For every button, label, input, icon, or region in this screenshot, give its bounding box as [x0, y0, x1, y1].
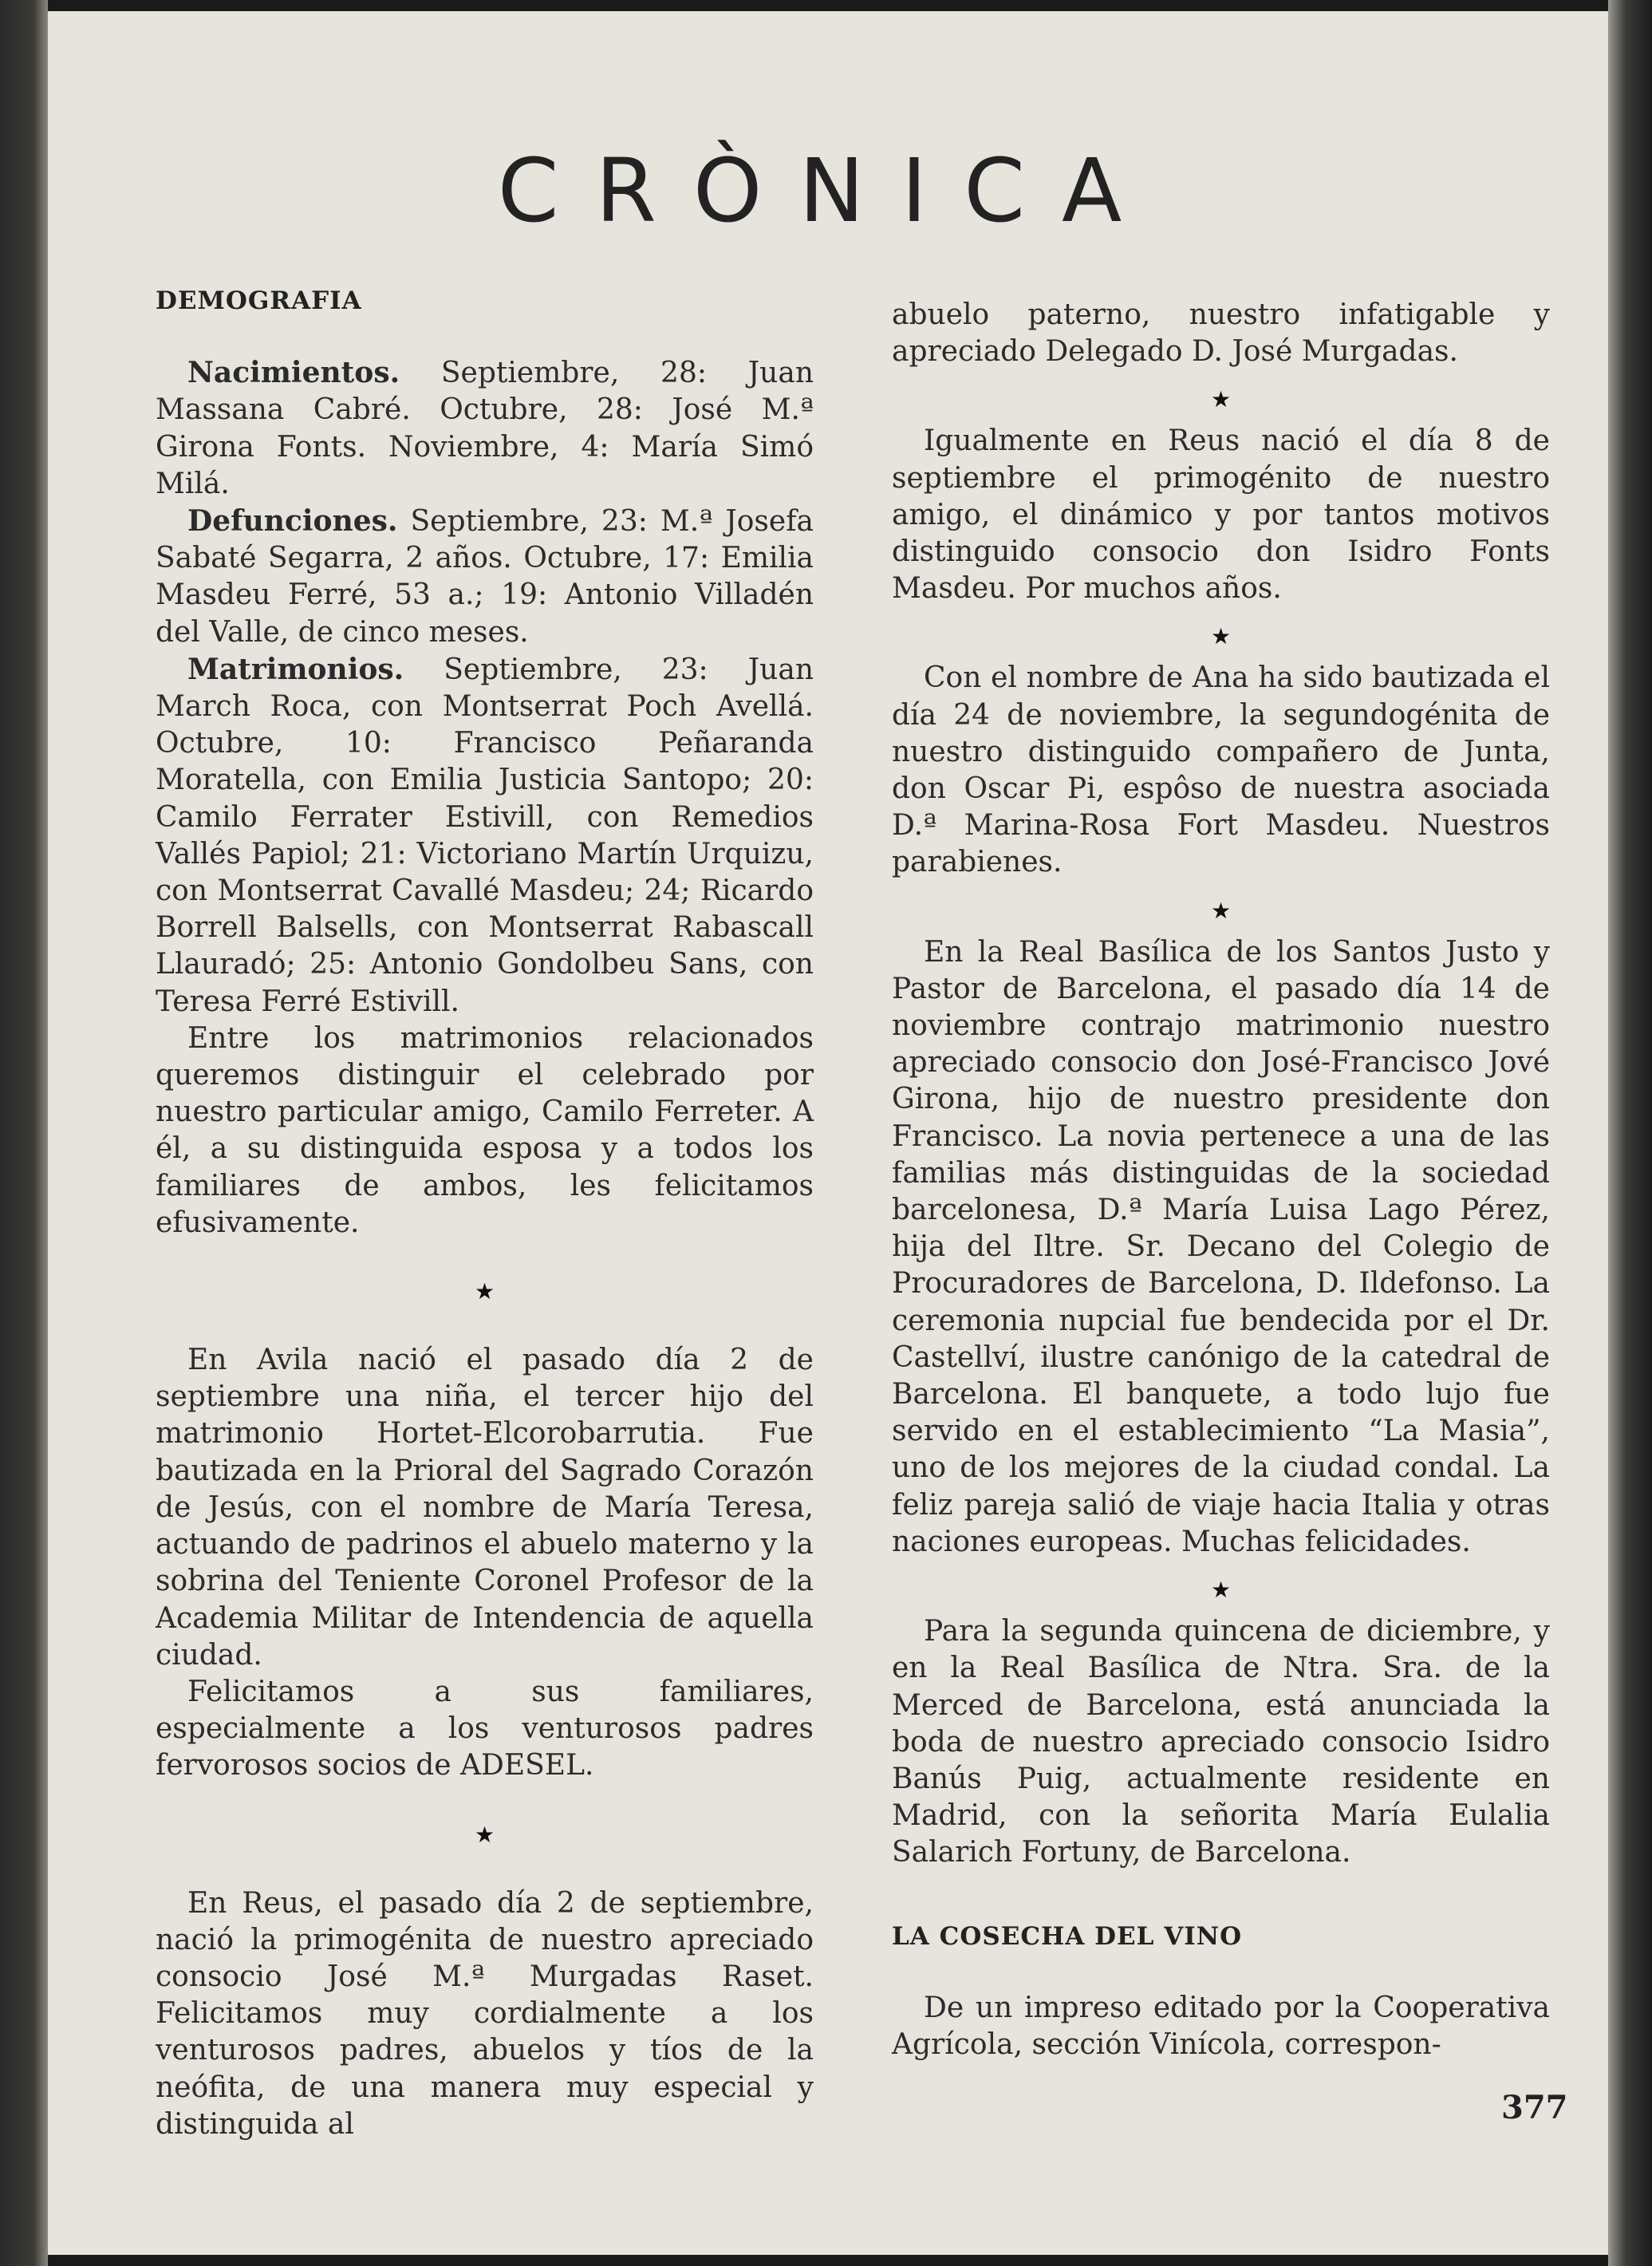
text-nacimientos: Septiembre, 28: Juan Massana Cabré. Octubre, 28: José M.ª Girona Fonts. Noviembre, 4: María Simó Milá.: [156, 357, 814, 500]
star-separator: ★: [1210, 1577, 1232, 1604]
lead-defunciones: Defunciones.: [187, 504, 398, 539]
paragraph-matrimonios: [156, 651, 814, 1020]
paragraph-banus: Para la segunda quincena de diciembre, y en la Real Basílica de Ntra. Sra. de la Merced de Barcelona, está anunciada la boda de nuestro apreciado consocio Isidro Banús Puig, actualmente residente en Madrid, con la señorita María Eulalia Salarich Fortuny, de Barcelona.: [892, 1615, 1550, 1869]
paragraph-entre-los-matrimonios: Entre los matrimonios relacionados queremos distinguir el celebrado por nuestro particular amigo, Camilo Ferreter. A él, a su distinguida esposa y a todos los familiares de ambos, les felicitamos efusivamente.: [156, 1021, 814, 1239]
section-heading-cosecha: LA COSECHA DEL VINO: [892, 1921, 1243, 1951]
paragraph-avila: En Avila nació el pasado día 2 de septiembre una niña, el tercer hijo del matrimonio Hortet-Elcorobarrutia. Fue bautizada en la Prioral del Sagrado Corazón de Jesús, con el nombre de María Teresa, actuando de padrinos el abuelo materno y la sobrina del Teniente Coronel Profesor de la Academia Militar de Intendencia de aquella ciudad.: [156, 1344, 814, 1672]
text-defunciones: Septiembre, 23: M.ª Josefa Sabaté Segarra, 2 años. Octubre, 17: Emilia Masdeu Ferré, 53 a.; 19: Antonio Villadén del Valle, de cinco meses.: [156, 505, 814, 649]
paragraph-felicitamos: Felicitamos a sus familiares, especialmente a los venturosos padres fervorosos socios de ADESEL.: [156, 1675, 814, 1782]
lead-nacimientos: Nacimientos.: [187, 356, 400, 390]
document-page: [48, 11, 1608, 2255]
star-separator: ★: [474, 1278, 495, 1305]
page-number: 377: [1501, 2089, 1568, 2126]
star-separator: ★: [1210, 897, 1232, 924]
paragraph-continuation: abuelo paterno, nuestro infatigable y apreciado Delegado D. José Murgadas.: [892, 298, 1550, 369]
star-separator: ★: [474, 1821, 495, 1848]
paragraph-cosecha: De un impreso editado por la Cooperativa Agrícola, sección Vinícola, correspon-: [892, 1991, 1550, 2061]
paragraph-reus: En Reus, el pasado día 2 de septiembre, nació la primogénita de nuestro apreciado consocio José M.ª Murgadas Raset. Felicitamos muy cordialmente a los venturosos padres, abuelos y tíos de la neófita, de una manera muy especial y distinguida al: [156, 1886, 814, 2141]
star-separator: ★: [1210, 623, 1232, 650]
page-edge: [1608, 0, 1652, 2266]
left-column: [156, 282, 814, 2143]
text-matrimonios: Septiembre, 23: Juan March Roca, con Montserrat Poch Avellá. Octubre, 10: Francisco Peñaranda Moratella, con Emilia Justicia Santopo; 20: Camilo Ferrater Estivill, con Remedios Vallés Papiol; 21: Victoriano Martín Urquizu, con Montserrat Cavallé Masdeu; 24; Ricardo Borrell Balsells, con Montserrat Rabascall Llauradó; 25: Antonio Gondolbeu Sans, con Teresa Ferré Estivill.: [156, 653, 814, 1018]
paragraph-ana: Con el nombre de Ana ha sido bautizada el día 24 de noviembre, la segundogénita de nuestro distinguido compañero de Junta, don Oscar Pi, espôso de nuestra asociada D.ª Marina-Rosa Fort Masdeu. Nuestros parabienes.: [892, 661, 1550, 879]
page-title: CRÒNICA: [497, 140, 1159, 242]
section-heading-demografia: DEMOGRAFIA: [156, 286, 362, 315]
paragraph-fonts: Igualmente en Reus nació el día 8 de septiembre el primogénito de nuestro amigo, el dinámico y por tantos motivos distinguido consocio don Isidro Fonts Masdeu. Por muchos años.: [892, 424, 1550, 606]
paragraph-nacimientos: [156, 354, 814, 503]
star-separator: ★: [1210, 386, 1232, 413]
right-column: [892, 297, 1550, 2063]
paragraph-defunciones: [156, 503, 814, 651]
binding-edge: [0, 0, 48, 2266]
paragraph-jove: En la Real Basílica de los Santos Justo y Pastor de Barcelona, el pasado día 14 de noviembre contrajo matrimonio nuestro apreciado consocio don José-Francisco Jové Girona, hijo de nuestro presidente don Francisco. La novia pertenece a una de las familias más distinguidas de la sociedad barcelonesa, D.ª María Luisa Lago Pérez, hija del Iltre. Sr. Decano del Colegio de Procuradores de Barcelona, D. Ildefonso. La ceremonia nupcial fue bendecida por el Dr. Castellví, ilustre canónigo de la catedral de Barcelona. El banquete, a todo lujo fue servido en el establecimiento “La Masia”, uno de los mejores de la ciudad condal. La feliz pareja salió de viaje hacia Italia y otras naciones europeas. Muchas felicidades.: [892, 935, 1550, 1558]
lead-matrimonios: Matrimonios.: [187, 652, 404, 686]
